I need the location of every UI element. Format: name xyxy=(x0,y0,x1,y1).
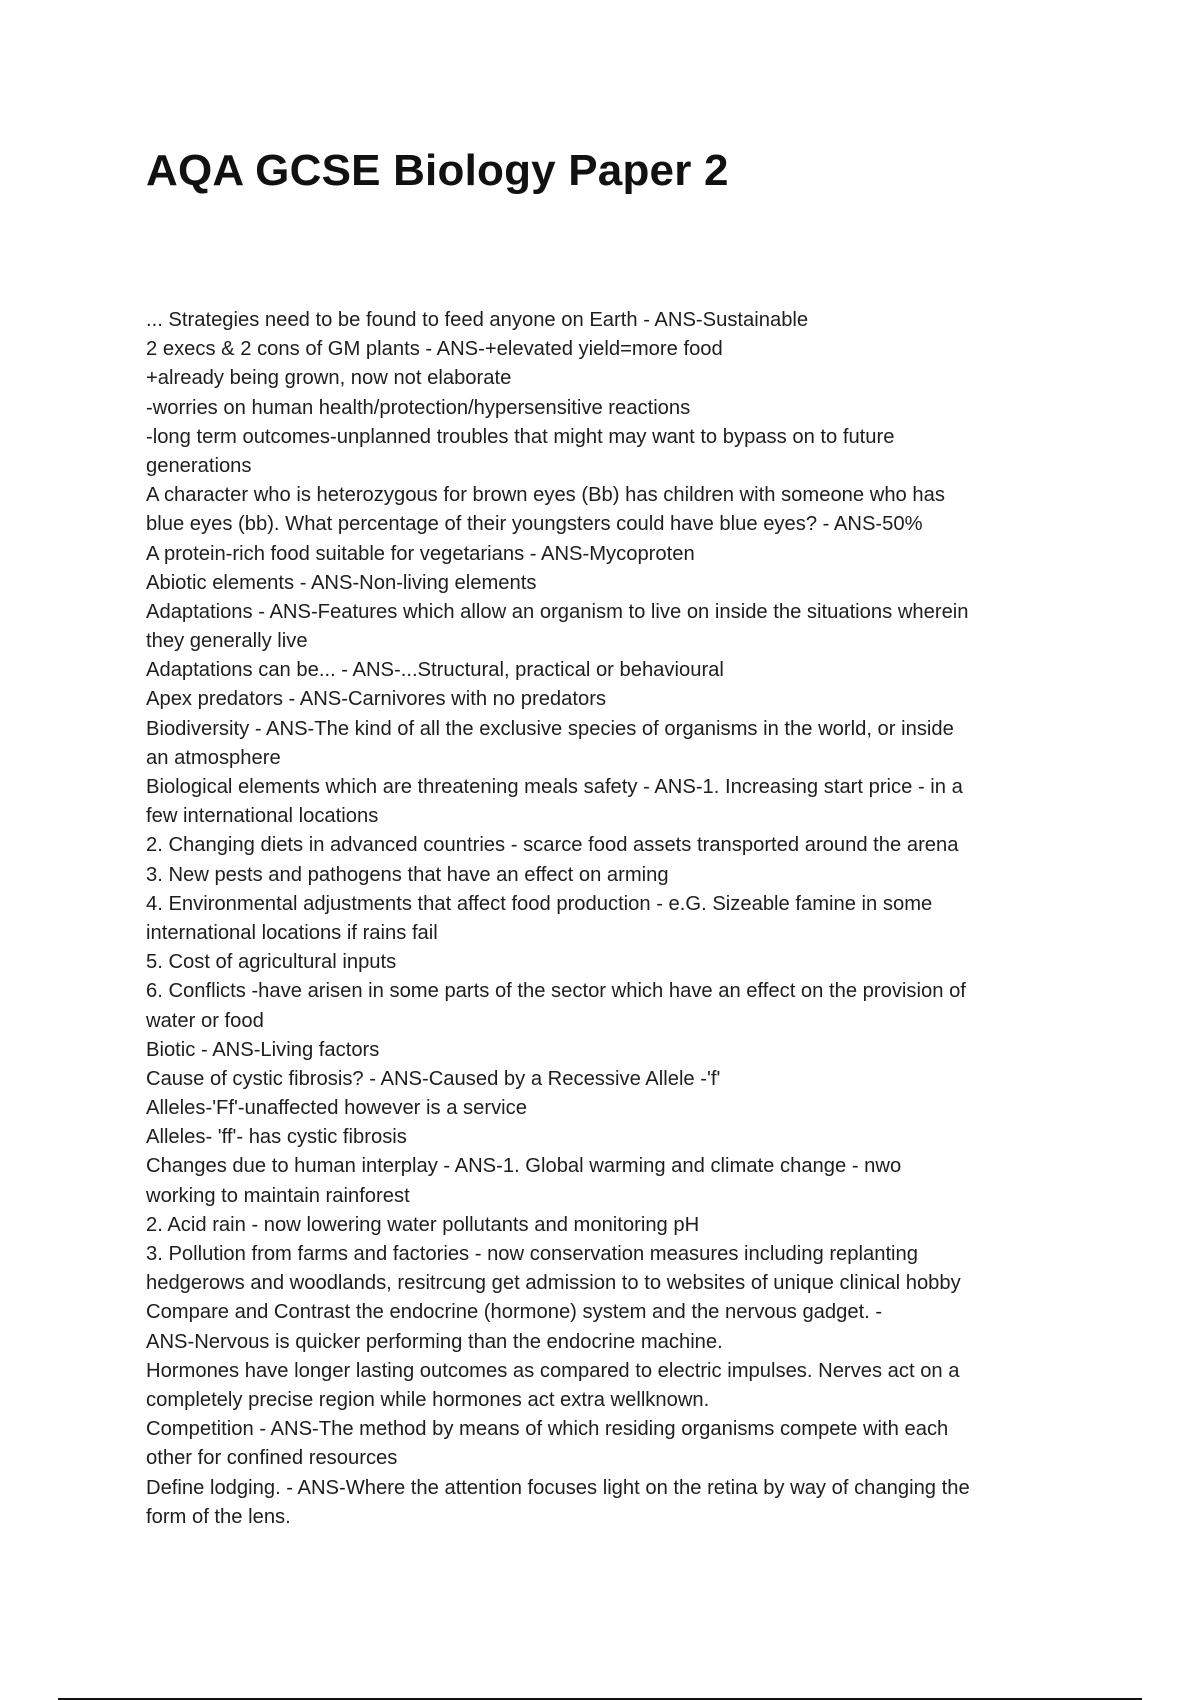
text-line: 3. Pollution from farms and factories - now conservation measures including replanting xyxy=(146,1243,918,1265)
text-line: 6. Conflicts -have arisen in some parts of the sector which have an effect on the provision of xyxy=(146,980,966,1003)
text-line: Biological elements which are threatening meals safety - ANS-1. Increasing start price - in a xyxy=(146,776,963,798)
text-line: Adaptations - ANS-Features which allow an organism to live on inside the situations wherein xyxy=(146,600,969,623)
text-line: Biotic - ANS-Living factors xyxy=(146,1038,380,1061)
text-line: A protein-rich food suitable for vegetarians - ANS-Mycoproten xyxy=(146,542,695,565)
text-line: 4. Environmental adjustments that affect food production - e.G. Sizeable famine in some xyxy=(146,892,933,915)
text-line: A character who is heterozygous for brown eyes (Bb) has children with someone who has xyxy=(146,484,945,507)
text-line: Hormones have longer lasting outcomes as compared to electric impulses. Nerves act on a xyxy=(146,1359,960,1382)
text-line: they generally live xyxy=(146,630,308,653)
text-line: working to maintain rainforest xyxy=(146,1184,410,1207)
text-line: 2. Acid rain - now lowering water pollutants and monitoring pH xyxy=(146,1213,700,1236)
text-line: hedgerows and woodlands, resitrcung get admission to to websites of unique clinical hobby xyxy=(146,1272,961,1295)
text-line: Competition - ANS-The method by means of which residing organisms compete with each xyxy=(146,1418,949,1441)
text-line: blue eyes (bb). What percentage of their youngsters could have blue eyes? - ANS-50% xyxy=(146,513,923,536)
text-line: -long term outcomes-unplanned troubles that might may want to bypass on to future xyxy=(146,425,895,448)
text-line: Changes due to human interplay - ANS-1. Global warming and climate change - nwo xyxy=(146,1155,902,1178)
text-line: Apex predators - ANS-Carnivores with no predators xyxy=(146,688,607,711)
text-line: Biodiversity - ANS-The kind of all the exclusive species of organisms in the world, or inside xyxy=(146,717,954,740)
text-line: Cause of cystic fibrosis? - ANS-Caused by a Recessive Allele -'f' xyxy=(146,1067,721,1090)
text-line: 2 execs & 2 cons of GM plants - ANS-+elevated yield=more food xyxy=(146,338,723,361)
document-body xyxy=(146,306,1066,1532)
text-line: other for confined resources xyxy=(146,1447,398,1470)
text-line: an atmosphere xyxy=(146,746,281,769)
text-line: ... Strategies need to be found to feed anyone on Earth - ANS-Sustainable xyxy=(146,309,809,331)
text-line: ANS-Nervous is quicker performing than the endocrine machine. xyxy=(146,1330,723,1353)
text-line: water or food xyxy=(146,1009,264,1032)
text-line: few international locations xyxy=(146,805,379,828)
text-line: Alleles- 'ff'- has cystic fibrosis xyxy=(146,1126,407,1149)
text-line: -worries on human health/protection/hypersensitive reactions xyxy=(146,396,691,419)
text-line: Alleles-'Ff'-unaffected however is a service xyxy=(146,1097,527,1120)
text-line: Define lodging. - ANS-Where the attention focuses light on the retina by way of changing the xyxy=(146,1476,970,1499)
text-line: Abiotic elements - ANS-Non-living elements xyxy=(146,571,537,594)
text-line: 3. New pests and pathogens that have an effect on arming xyxy=(146,863,669,886)
page-title: AQA GCSE Biology Paper 2 xyxy=(146,146,729,195)
text-line: completely precise region while hormones act extra wellknown. xyxy=(146,1388,710,1411)
text-line: 5. Cost of agricultural inputs xyxy=(146,951,397,974)
text-line: generations xyxy=(146,454,252,477)
text-line: Compare and Contrast the endocrine (hormone) system and the nervous gadget. - xyxy=(146,1301,883,1324)
text-line: +already being grown, now not elaborate xyxy=(146,367,512,390)
text-line: 2. Changing diets in advanced countries - scarce food assets transported around the arena xyxy=(146,834,959,857)
text-line: international locations if rains fail xyxy=(146,921,438,944)
text-line: Adaptations can be... - ANS-...Structural, practical or behavioural xyxy=(146,659,724,682)
text-line: form of the lens. xyxy=(146,1505,291,1528)
